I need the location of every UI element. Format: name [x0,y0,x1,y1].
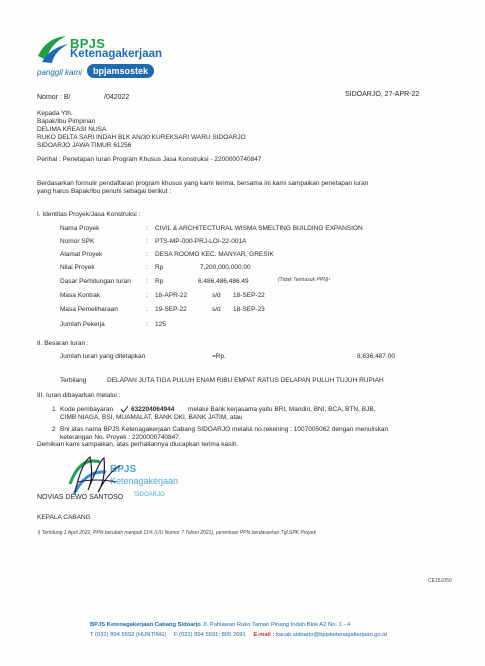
footer-email-label: E-mail : [253,632,275,638]
nomor-spk-value: PTS-MP-000-PRJ-LOI-22-001A [155,238,247,245]
handwritten-signature-icon [70,452,125,500]
masa-kontrak-label: Masa Kontrak [60,292,101,299]
masa-kontrak-sd: s/d [212,292,221,299]
jumlah-pekerja-colon: : [146,321,148,328]
nomor-spk-label: Nomor SPK [60,238,95,245]
payment-item-2-keterangan: keterangan No. Proyek : 2200000740847. [60,434,181,441]
stamp-sub-text: Ketenagakerjaan [110,476,179,486]
nilai-proyek-value: 7,200,000,000.00 [200,264,251,271]
payment-item-2-text: Bni atas nama BPJS Ketenagakerjaan Cabang SIDOARJO melalui no.rekening : 1007005062 dengan menuliskan [60,426,389,433]
perihal: Perihal : Penetapan Iuran Program Khusus Jasa Konstruksi - 2200000740847 [37,156,262,163]
payment-item-2-number: 2 [52,426,56,433]
intro-line-1: Berdasarkan formulir pendaftaran program khusus yang kami terima, bersama ini kami sampaikan penetapan iuran [37,180,369,187]
footer-fax: F (031) 894 5591; 805 2691 [173,632,246,638]
address-line-3: RUKO DELTA SARI INDAH BLK AN/30 KUREKSARI WARU SIDOARJO [37,134,246,141]
logo-main-text: BPJS [70,36,106,51]
section-1-title: I. Identitas Proyek/Jasa Konstruksi : [37,211,141,218]
intro-line-2: yang harus Bapak/Ibu penuhi sebagai berikut : [37,188,172,195]
masa-pemeliharaan-sd: s/d [212,306,221,313]
address-line-2: DELIMA KREASI NUSA [37,126,107,133]
payment-item-1-banks: melalui Bank kerjasama yaitu BRI, Mandiri, BNI, BCA, BTN, BJB, [188,406,376,413]
jumlah-pekerja-value: 125 [155,321,166,328]
payment-item-1-label: Kode pembayaran [60,406,114,413]
jumlah-pekerja-label: Jumlah Pekerja [60,321,105,328]
masa-kontrak-from: 18-APR-22 [155,292,188,299]
masa-pemeliharaan-to: 18-SEP-23 [233,306,265,313]
place-date: SIDOARJO, 27-APR-22 [345,91,420,98]
footer-contact [90,632,387,638]
jumlah-iuran-label: Jumlah Iuran yang ditetapkan [60,353,146,360]
jumlah-iuran-value: 8,636,487.00 [357,353,395,360]
section-3-title: III. Iuran dibayarkan melalui : [37,392,121,399]
nomor-spk-colon: : [146,238,148,245]
signer-name: NOVIAS DEWO SANTOSO [37,494,124,501]
logo-sub-text: Ketenagakerjaan [70,48,163,60]
masa-kontrak-to: 18-SEP-22 [233,292,265,299]
masa-pemeliharaan-label: Masa Pemeliharaan [60,306,118,313]
payment-item-1-number: 1 [52,406,56,413]
dasar-perhitungan-currency: Rp [155,278,164,285]
nama-proyek-colon: : [146,225,148,232]
masa-pemeliharaan-from: 19-SEP-22 [155,306,187,313]
signer-title: KEPALA CABANG [37,514,91,521]
jumlah-iuran-currency: =Rp. [212,353,226,360]
check-mark-icon [120,405,129,413]
address-line-1: Bapak/Ibu Pimpinan [37,118,96,125]
footer-address [90,622,350,628]
footnote: ¹) Terhitung 1 April 2022, PPN berubah menjadi 11% (UU Nomor 7 Tahun 2021), perentuan PPN berdasarkan Tgl.SPK Proyek [37,530,316,536]
nilai-proyek-colon: : [146,264,148,271]
dasar-perhitungan-note: (Tidak Termasuk PPN)¹ [278,277,331,283]
dasar-perhitungan-value: 6,486,486,486.49 [198,278,249,285]
masa-pemeliharaan-colon: : [146,306,148,313]
closing-text: Demikian kami sampaikan, atas perhatiannya diucapkan terima kasih. [37,441,239,448]
payment-code: 632204064944 [131,406,175,413]
nama-proyek-label: Nama Proyek [60,225,100,232]
alamat-proyek-value: DESA ROOMO KEC. MANYAR, GRESIK [155,251,274,258]
section-2-title: II. Besaran Iuran : [37,340,89,347]
dasar-perhitungan-label: Dasar Perhitungan Iuran [60,278,131,285]
kepada: Kepada Yth. [37,110,73,117]
address-line-4: SIDOARJO JAWA TIMUR 61256 [37,142,132,149]
nomor-label: Nomor : B/ [37,94,71,101]
masa-kontrak-colon: : [146,292,148,299]
dasar-perhitungan-colon: : [146,278,148,285]
footer-email[interactable]: kacab.sidoarjo@bpjsketenagakerjaan.go.id [275,632,387,638]
tagline-badge: bpjamsostek [87,64,154,78]
footer-telephone: T (031) 894 5592 (HUNTING) [90,632,167,638]
terbilang-label: Terbilang [60,377,87,384]
stamp-main-text: BPJS [110,464,137,475]
nama-proyek-value: CIVIL & ARCHITECTURAL WISMA SMELTING BUILDING EXPANSION [155,225,363,232]
alamat-proyek-colon: : [146,251,148,258]
stamp-city-text: SIDOARJO [134,492,165,498]
nomor-value: /042022 [104,94,130,101]
document-code: CE151050 [428,578,452,584]
bpjs-swoosh-icon [36,34,70,64]
alamat-proyek-label: Alamat Proyek [60,251,103,258]
terbilang-value: DELAPAN JUTA TIGA PULUH ENAM RIBU EMPAT RATUS DELAPAN PULUH TUJUH RUPIAH [107,377,384,384]
tagline-prefix: panggil kami [37,68,82,77]
footer-office-name: BPJS Ketenagakerjaan Cabang Sidoarjo [90,622,201,628]
payment-item-1-banks-cont: CIMB NIAGA, BSI, MUAMALAT, BANK DKI, BANK JATIM, atau [60,414,243,421]
nilai-proyek-label: Nilai Proyek [60,264,95,271]
nilai-proyek-currency: Rp [155,264,164,271]
footer-street: Jl. Pahlawan Ruko Taman Pinang Indah Blok A2 No. 1 - 4 [200,622,351,628]
